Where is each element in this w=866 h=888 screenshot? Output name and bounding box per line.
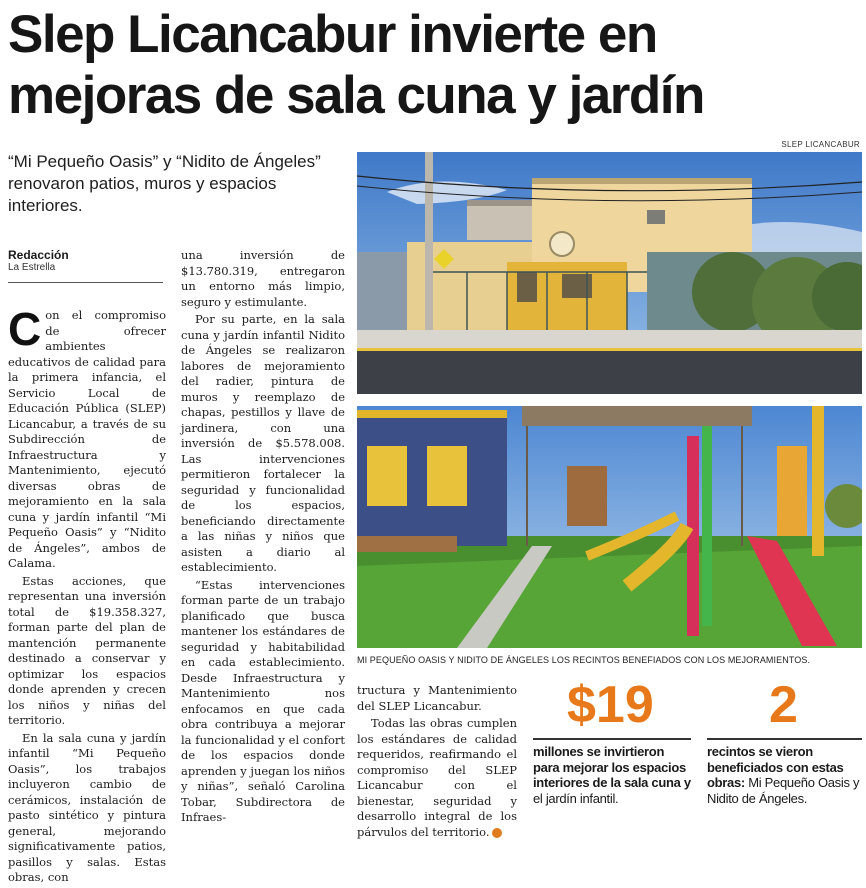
body-paragraph: tructura y Mantenimiento del SLEP Licancabur. [357, 683, 517, 713]
body-paragraph: “Estas intervenciones forman parte de un trabajo planificado que busca mantener los estándares de seguridad y habitabilidad en cada establecimiento. Desde Infraestructura y Mantenimiento nos enfocamos en que cada obra contribuya a mejorar la funcionalidad y el confort de los espacios donde aprenden y juegan los niños y niñas”, señaló Carolina Tobar, Subdirectora de Infraes- [181, 577, 345, 824]
stat-value: 2 [769, 676, 798, 734]
stat-description: recintos se vieron beneficiados con estas obras: Mi Pequeño Oasis y Nidito de Ángeles. [707, 744, 860, 806]
headline: Slep Licancabur invierte en mejoras de sala cuna y jardín [8, 5, 704, 125]
stat-description: millones se invirtieron para mejorar los espacios interiores de la sala cuna y el jardín infantil. [533, 744, 691, 806]
byline-outlet: La Estrella [8, 262, 56, 273]
body-paragraph [8, 303, 166, 572]
stat-facilities [707, 678, 862, 838]
end-of-article-icon: ✪ [492, 828, 502, 838]
body-text: Todas las obras cumplen los estándares de calidad requeridos, reafirmando el compromiso del SLEP Licancabur con el bienestar, seguridad y desarrollo integral de los párvulos del territorio. [357, 716, 517, 839]
byline-divider [8, 282, 163, 283]
body-column-3 [357, 683, 517, 842]
body-paragraph: Estas acciones, que representan una inversión total de $19.358.327, forman parte del plan de mantención permanente destinado a conservar y optimizar los espacios donde aprenden y crecen los niños y niñas del territorio. [8, 573, 166, 727]
body-column-1 [8, 303, 166, 888]
stat-investment [533, 678, 698, 838]
stat-value: $19 [567, 676, 654, 734]
body-column-2 [181, 248, 345, 828]
body-text: on el compromiso de ofrecer ambientes educativos de calidad para la primera infancia, el Servicio Local de Educación Pública (SLEP) Licancabur, a través de su Subdirección de Infraestructura y Mantenimiento, ejecutó diversas obras de mejoramiento en la sala cuna y jardín infantil “Mi Pequeño Oasis” y “Nidito de Ángeles”, ambos de Calama. [8, 308, 166, 570]
body-paragraph: una inversión de $13.780.319, entregaron un entorno más limpio, seguro y estimulante. [181, 248, 345, 309]
byline [8, 248, 168, 274]
photo-caption: MI PEQUEÑO OASIS Y NIDITO DE ÁNGELES LOS RECINTOS BENEFIADOS CON LOS MEJORAMIENTOS. [357, 655, 811, 665]
byline-author: Redacción [8, 248, 69, 262]
deck-subtitle: “Mi Pequeño Oasis” y “Nidito de Ángeles” renovaron patios, muros y espacios interiores. [8, 152, 321, 215]
body-paragraph [357, 716, 517, 840]
body-paragraph: En la sala cuna y jardín infantil “Mi Pequeño Oasis”, los trabajos incluyeron cambio de cerámicos, instalación de pasto sintético y pintura general, mejorando significativamente patios, pasillos y salas. Estas obras, con [8, 730, 166, 884]
dropcap: C [8, 303, 42, 355]
photo-building-exterior [357, 152, 862, 394]
body-paragraph: Por su parte, en la sala cuna y jardín infantil Nidito de Ángeles se realizaron labores de mejoramiento del radier, pintura de muros y reemplazo de chapas, pestillos y llave de jardinera, con una inversión de $5.578.008. Las intervenciones permitieron fortalecer la seguridad y funcionalidad de los espacios, beneficiando directamente a las niñas y niños que asisten a diario al establecimiento. [181, 312, 345, 574]
photo-credit: SLEP LICANCABUR [781, 140, 860, 149]
photo-playground [357, 406, 862, 648]
